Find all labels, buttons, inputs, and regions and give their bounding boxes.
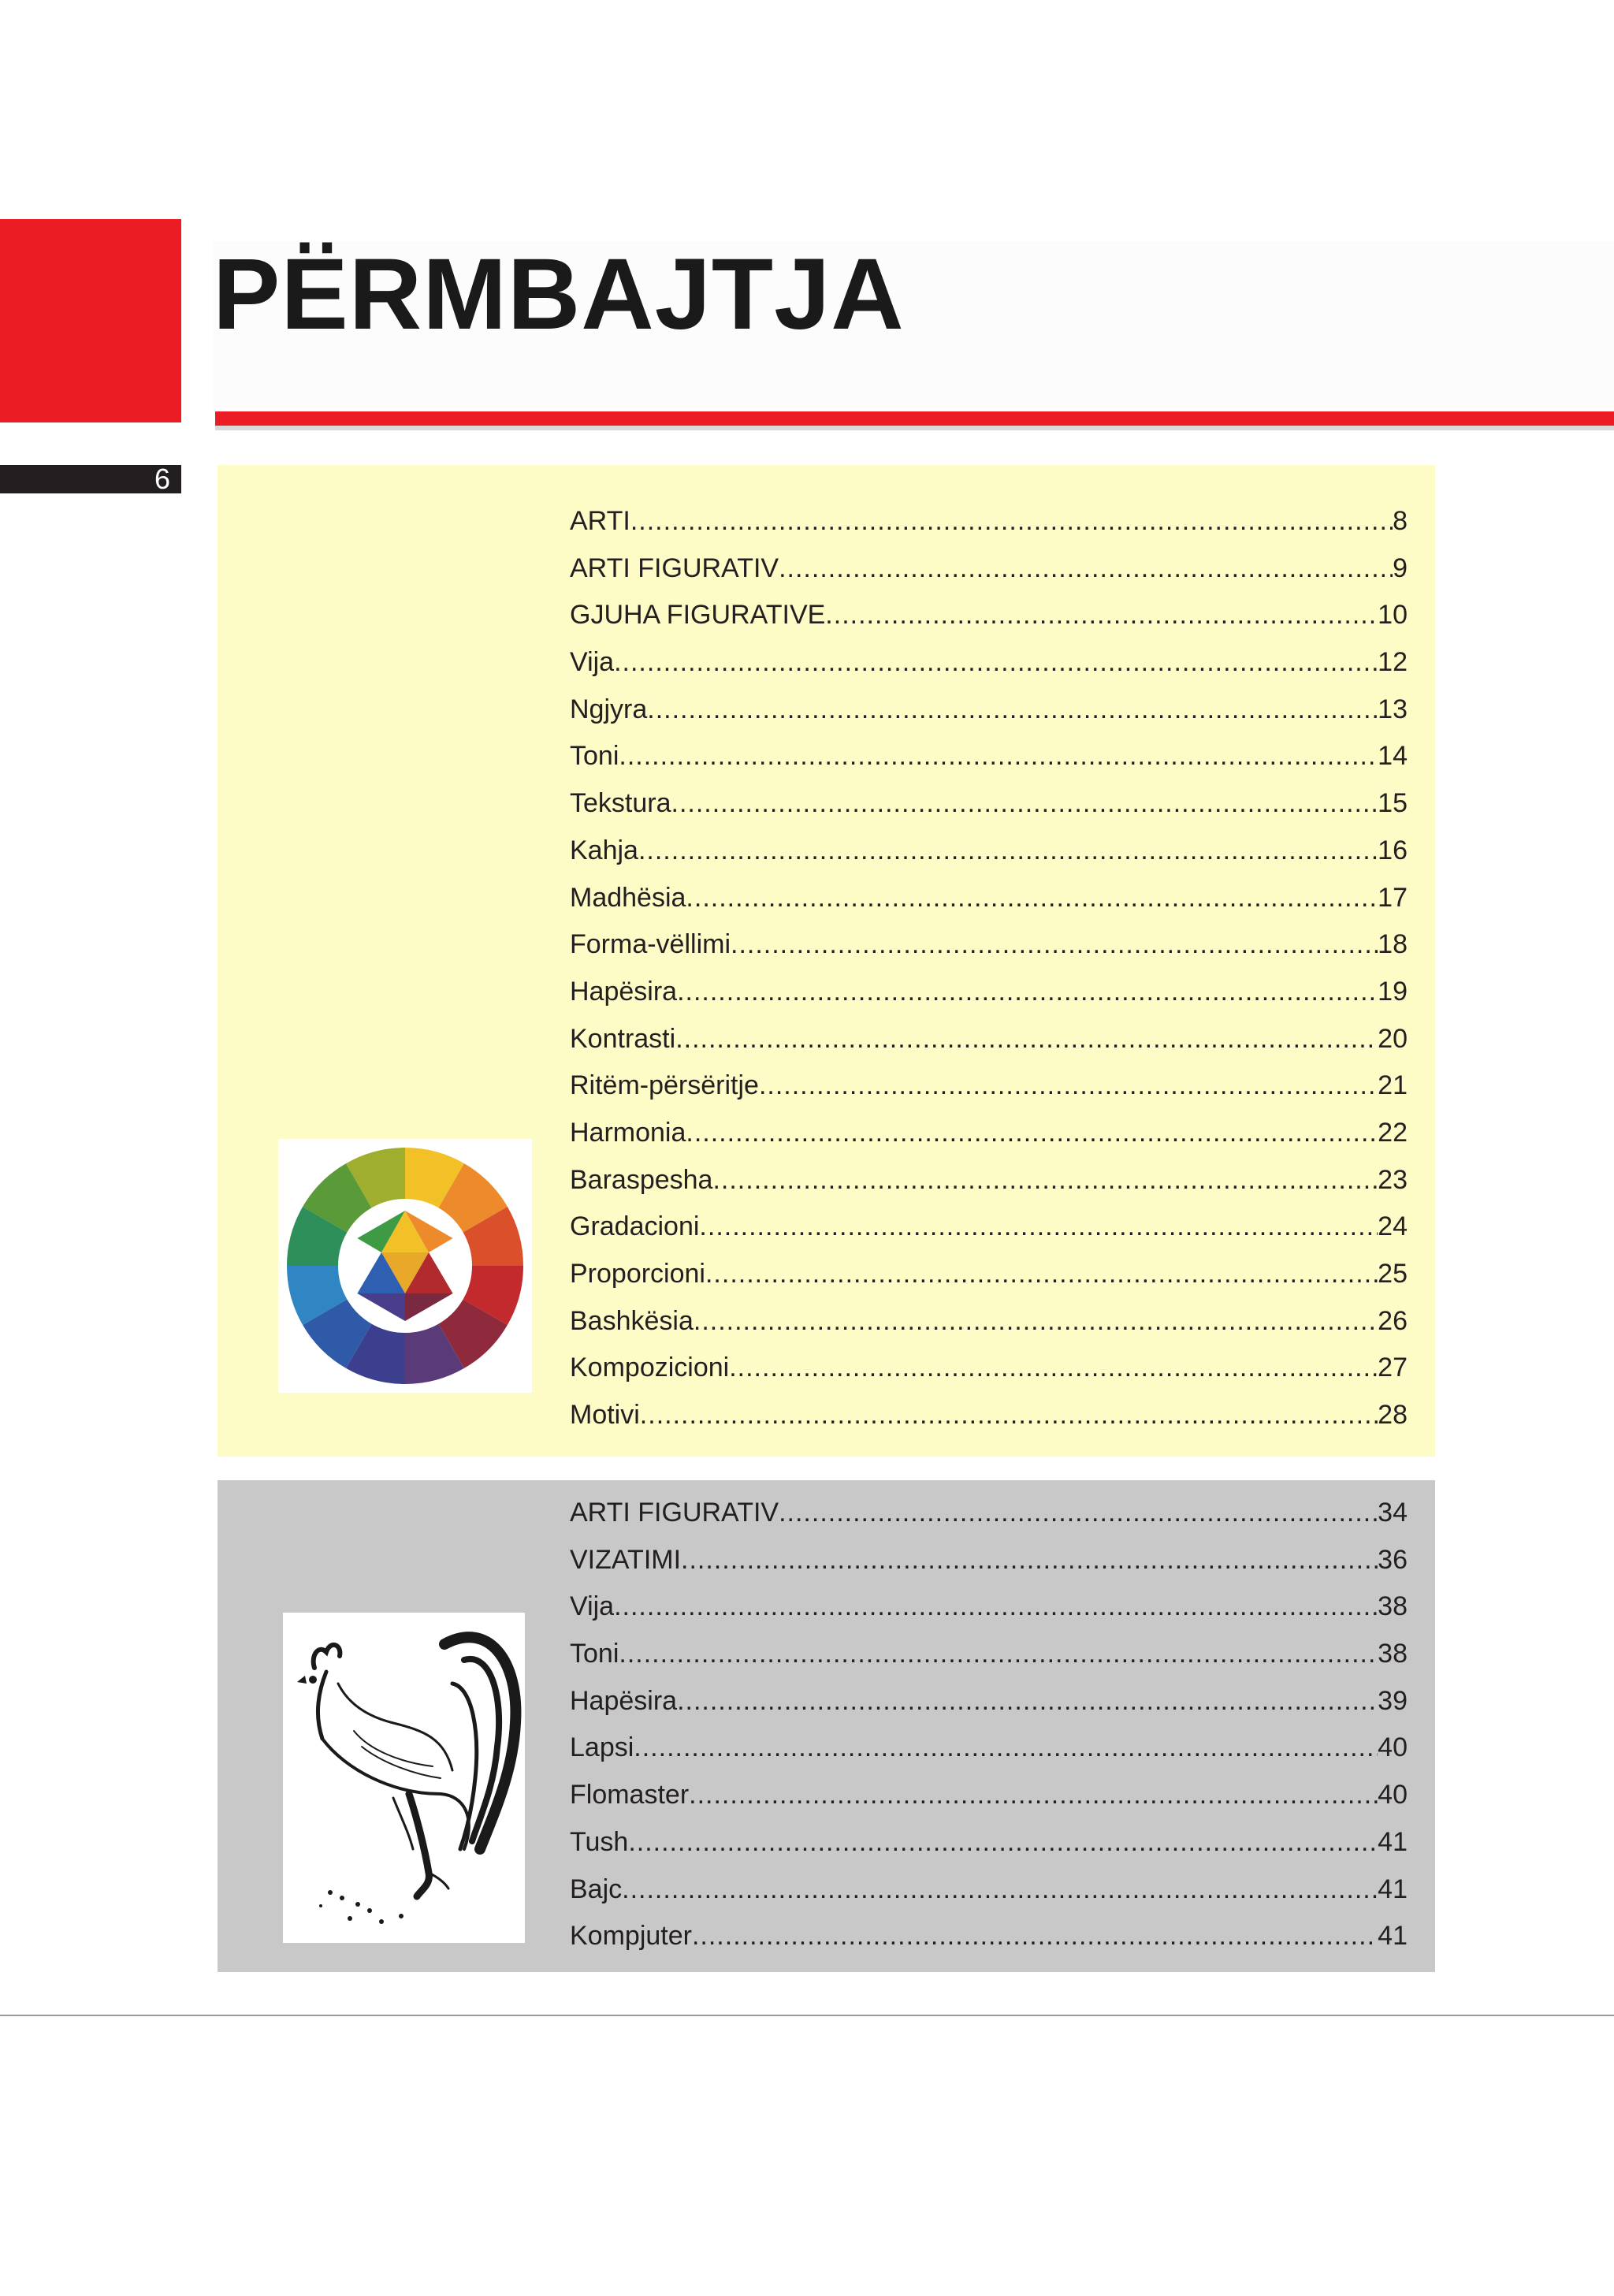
toc-leader-dots [614,639,1378,687]
toc-entry-title: ARTI FIGURATIV [570,553,779,583]
toc-entry-title: Flomaster [570,1780,690,1810]
toc-entry-page: 16 [1378,835,1408,865]
toc-entry-page: 28 [1378,1400,1408,1431]
color-wheel-image [278,1139,532,1393]
toc-entry[interactable] [570,780,1408,828]
toc-entry[interactable] [570,1157,1408,1204]
toc-entry[interactable] [570,592,1408,639]
toc-leader-dots [677,969,1378,1016]
toc-leader-dots [640,1392,1378,1439]
toc-entry[interactable] [570,1204,1408,1251]
toc-entry-page: 21 [1378,1070,1408,1101]
toc-entry[interactable] [570,1913,1408,1960]
title-underline-red [215,411,1614,426]
toc-leader-dots [681,1537,1378,1584]
toc-entry-title: VIZATIMI [570,1544,682,1575]
toc-leader-dots [699,1204,1378,1251]
toc-entry-title: Bajc [570,1874,623,1904]
toc-entry[interactable] [570,1490,1408,1537]
page-number: 6 [154,463,170,495]
toc-entry-title: ARTI [570,506,630,536]
toc-entry[interactable] [570,1819,1408,1866]
toc-entry-page: 19 [1378,976,1408,1007]
toc-entry-title: Toni [570,1639,619,1669]
toc-leader-dots [638,828,1378,875]
toc-entry[interactable] [570,1298,1408,1345]
toc-leader-dots [675,1016,1378,1063]
toc-entry-title: Harmonia [570,1117,686,1148]
toc-entry[interactable] [570,1110,1408,1157]
toc-entry-page: 12 [1378,647,1408,678]
toc-entry-title: Kahja [570,835,638,865]
toc-entry-title: Vija [570,647,615,678]
toc-leader-dots [686,1110,1378,1157]
toc-entry-page: 10 [1378,600,1408,631]
toc-entry-title: ARTI FIGURATIV [570,1498,779,1528]
red-accent-block [0,219,181,422]
toc-leader-dots [759,1062,1378,1110]
toc-entry[interactable] [570,1345,1408,1392]
toc-entry-page: 20 [1378,1023,1408,1054]
toc-entry-page: 18 [1378,929,1408,960]
toc-leader-dots [825,592,1378,639]
toc-leader-dots [779,545,1393,593]
toc-entry-title: Ngjyra [570,694,648,724]
toc-entry-title: Forma-vëllimi [570,929,731,960]
toc-entry[interactable] [570,498,1408,545]
toc-entry-page: 17 [1378,882,1408,913]
toc-leader-dots [712,1157,1378,1204]
toc-entry[interactable] [570,1392,1408,1439]
toc-entry-title: Bashkësia [570,1305,694,1336]
toc-entry-page: 27 [1378,1353,1408,1383]
toc-entry-title: Kompozicioni [570,1353,730,1383]
toc-leader-dots [634,1725,1378,1772]
toc-entry-title: Baraspesha [570,1164,713,1195]
toc-entry-page: 38 [1378,1591,1408,1622]
toc-leader-dots [619,733,1378,780]
toc-entry-page: 22 [1378,1117,1408,1148]
toc-entry-page: 8 [1393,506,1408,536]
toc-entry[interactable] [570,545,1408,593]
toc-entry-page: 13 [1378,694,1408,724]
toc-entry-page: 23 [1378,1164,1408,1195]
toc-entry[interactable] [570,921,1408,969]
toc-leader-dots [619,1631,1378,1678]
toc-entry-title: GJUHA FIGURATIVE [570,600,826,631]
toc-entry-page: 15 [1378,788,1408,819]
toc-entry[interactable] [570,1583,1408,1631]
toc-leader-dots [694,1298,1378,1345]
toc-entry-title: Kontrasti [570,1023,676,1054]
toc-leader-dots [630,498,1393,545]
toc-entry-title: Vija [570,1591,615,1622]
page-number-tab [0,465,181,493]
toc-entry-page: 41 [1378,1921,1408,1952]
toc-entry-page: 38 [1378,1639,1408,1669]
toc-entry-page: 26 [1378,1305,1408,1336]
toc-entry-page: 40 [1378,1732,1408,1763]
toc-entry-title: Gradacioni [570,1211,700,1242]
toc-entry-title: Motivi [570,1400,640,1431]
toc-entry-page: 14 [1378,741,1408,772]
toc-entry-title: Toni [570,741,619,772]
toc-entry-page: 34 [1378,1498,1408,1528]
toc-entry[interactable] [570,828,1408,875]
toc-entry[interactable] [570,1866,1408,1914]
toc-list-drawing [570,1490,1408,1960]
toc-list-art-basics [570,498,1408,1439]
toc-entry[interactable] [570,1772,1408,1819]
toc-entry[interactable] [570,639,1408,687]
toc-entry-title: Madhësia [570,882,686,913]
toc-entry-title: Hapësira [570,976,678,1007]
toc-entry-page: 25 [1378,1259,1408,1289]
toc-leader-dots [689,1772,1378,1819]
toc-entry-title: Kompjuter [570,1921,692,1952]
toc-entry-page: 41 [1378,1874,1408,1904]
toc-entry-title: Hapësira [570,1685,678,1716]
toc-entry-page: 41 [1378,1826,1408,1857]
toc-entry[interactable] [570,1725,1408,1772]
toc-entry[interactable] [570,969,1408,1016]
toc-entry-page: 24 [1378,1211,1408,1242]
toc-leader-dots [692,1913,1378,1960]
toc-leader-dots [779,1490,1378,1537]
toc-entry-page: 36 [1378,1544,1408,1575]
toc-entry[interactable] [570,1631,1408,1678]
toc-leader-dots [731,921,1378,969]
toc-leader-dots [614,1583,1378,1631]
toc-entry[interactable] [570,687,1408,734]
toc-entry[interactable] [570,1251,1408,1298]
toc-entry[interactable] [570,733,1408,780]
toc-entry-page: 39 [1378,1685,1408,1716]
toc-leader-dots [647,687,1378,734]
toc-leader-dots [705,1251,1378,1298]
toc-leader-dots [628,1819,1378,1866]
toc-leader-dots [622,1866,1378,1914]
title-underline-shadow [215,426,1614,430]
toc-entry[interactable] [570,1678,1408,1725]
toc-entry[interactable] [570,875,1408,922]
toc-entry-page: 9 [1393,553,1408,583]
toc-entry[interactable] [570,1016,1408,1063]
toc-leader-dots [729,1345,1378,1392]
footer-divider [0,2015,1614,2016]
rooster-drawing-image [283,1613,525,1943]
page-title: PËRMBAJTJA [213,238,905,351]
toc-entry[interactable] [570,1062,1408,1110]
toc-entry-title: Lapsi [570,1732,634,1763]
toc-entry-title: Tekstura [570,788,671,819]
toc-leader-dots [686,875,1378,922]
toc-leader-dots [677,1678,1378,1725]
toc-entry-title: Ritëm-përsëritje [570,1070,759,1101]
toc-entry[interactable] [570,1537,1408,1584]
toc-leader-dots [671,780,1378,828]
toc-entry-title: Tush [570,1826,629,1857]
toc-entry-page: 40 [1378,1780,1408,1810]
toc-entry-title: Proporcioni [570,1259,705,1289]
